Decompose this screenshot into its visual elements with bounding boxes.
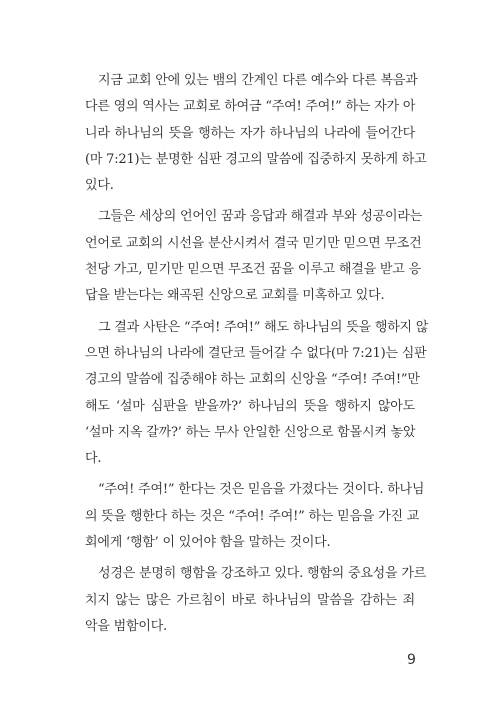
text-line: 니라 하나님의 뜻을 행하는 자가 하나님의 나라에 들어간다 — [85, 125, 415, 141]
text-line: (마 7:21)는 분명한 심판 경고의 말씀에 집중하지 못하게 하고 — [85, 151, 427, 167]
text-line: 지금 교회 안에 있는 뱀의 간계인 다른 예수와 다른 복음과 — [98, 73, 418, 88]
body-text — [85, 68, 429, 645]
text-line: 천당 가고, 믿기만 믿으면 무조건 꿈을 이루고 해결을 받고 응 — [85, 262, 421, 278]
text-line: 악을 범함이다. — [85, 618, 168, 634]
text-line: 경고의 말씀에 집중해야 하는 교회의 신앙을 “주여! 주여!”만 — [85, 372, 420, 388]
text-line: 언어로 교회의 시선을 분산시켜서 결국 믿기만 믿으면 무조건 — [85, 235, 422, 251]
paragraph — [85, 315, 429, 473]
text-line: 치지 않는 많은 가르침이 바로 하나님의 말씀을 감하는 죄 — [85, 592, 415, 608]
paragraph — [85, 204, 423, 309]
text-line: 답을 받는다는 왜곡된 신앙으로 교회를 미혹하고 있다. — [85, 288, 385, 304]
paragraph — [85, 477, 425, 556]
paragraph — [85, 561, 427, 640]
text-line: 그들은 세상의 언어인 꿈과 응답과 해결과 부와 성공이라는 — [98, 209, 423, 225]
text-line: 다른 영의 역사는 교회로 하여금 “주여! 주여!” 하는 자가 아 — [85, 99, 416, 115]
text-line: 그 결과 사탄은 “주여! 주여!” 해도 하나님의 뜻을 행하지 않 — [98, 319, 429, 335]
paragraph — [85, 68, 427, 199]
text-line: 으면 하나님의 나라에 결단코 들어갈 수 없다(마 7:21)는 심판 — [85, 345, 427, 361]
text-line: 회에게 ‘행함’ 이 있어야 함을 말하는 것이다. — [85, 535, 331, 551]
text-line: 해도 ‘설마 심판을 받을까?’ 하나님의 뜻을 행하지 않아도 — [85, 398, 415, 414]
page-number: 9 — [407, 652, 416, 668]
text-line: 의 뜻을 행한다 하는 것은 “주여! 주여!” 하는 믿음을 가진 교 — [85, 508, 420, 524]
text-line: 있다. — [85, 178, 114, 194]
text-line: ‘설마 지옥 갈까?’ 하는 무사 안일한 신앙으로 함몰시켜 놓았 — [85, 424, 416, 440]
text-line: “주여! 주여!” 한다는 것은 믿음을 가졌다는 것이다. 하나님 — [98, 482, 425, 498]
text-line: 성경은 분명히 행함을 강조하고 있다. 행함의 중요성을 가르 — [98, 566, 427, 582]
text-line: 다. — [85, 451, 102, 467]
